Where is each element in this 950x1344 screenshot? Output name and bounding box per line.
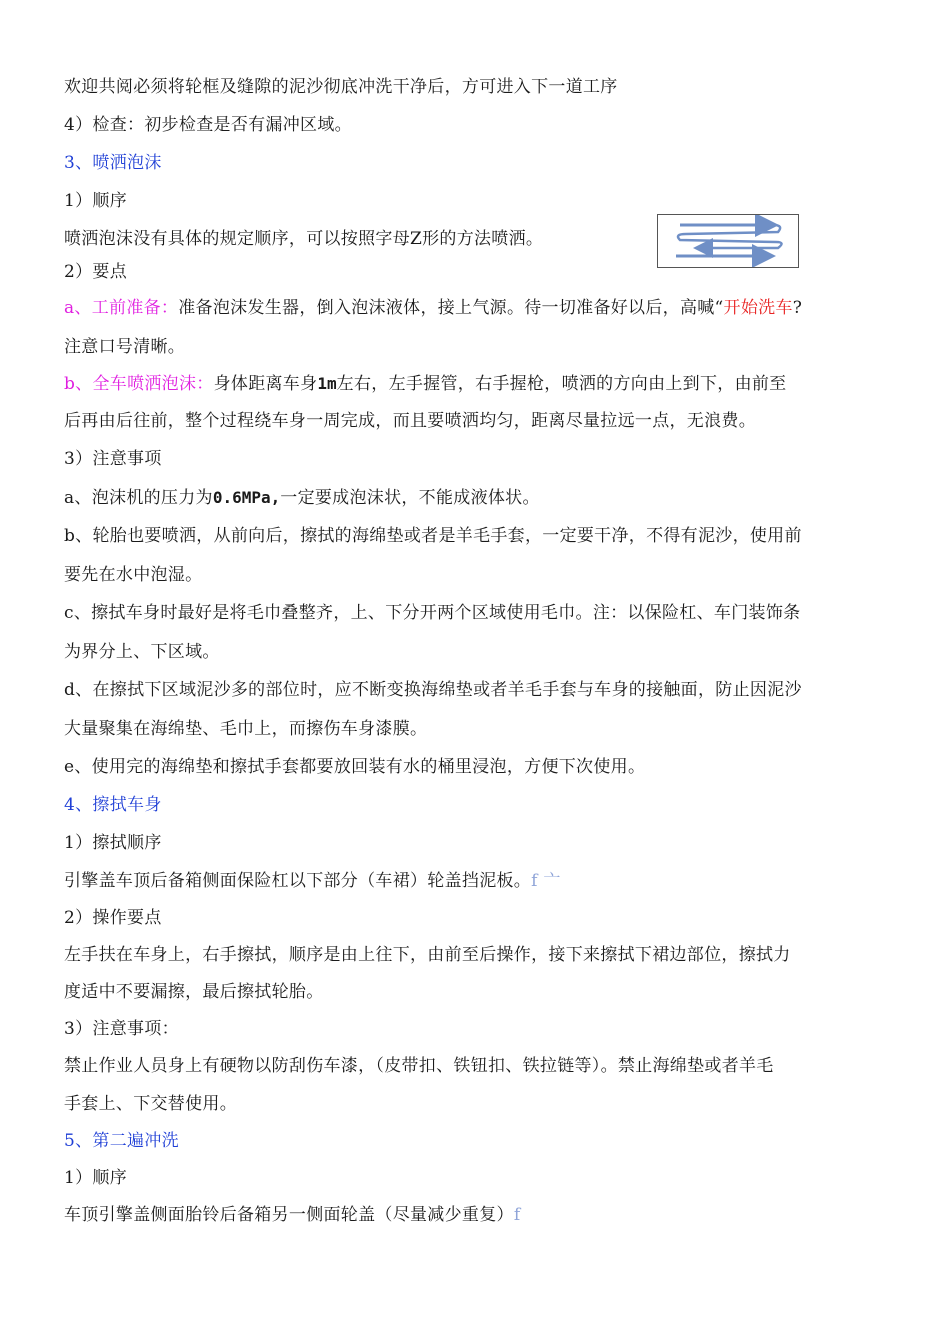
item-text: 准备泡沫发生器，倒入泡沫液体，接上气源。待一切准备好以后，高喊“ <box>178 298 724 318</box>
item-value: 0.6MPa, <box>212 488 281 507</box>
paragraph-line: e、使用完的海绵垫和擦拭手套都要放回装有水的桶里浸泡，方便下次使用。 <box>64 757 646 777</box>
item-text: a、泡沫机的压力为 <box>64 488 213 508</box>
item-text: 身体距离车身 <box>213 374 318 394</box>
faint-mark: f 亠 <box>531 871 561 891</box>
item-text-end: ? <box>792 298 803 318</box>
z-pattern-diagram <box>657 214 799 268</box>
paragraph-line <box>64 373 786 395</box>
paragraph-line: d、在擦拭下区域泥沙多的部位时，应不断变换海绵垫或者羊毛手套与车身的接触面，防止因泥沙 <box>64 680 802 700</box>
section-heading: 3、喷洒泡沫 <box>64 153 162 173</box>
paragraph-line: 大量聚集在海绵垫、毛巾上，而擦伤车身漆膜。 <box>64 719 428 739</box>
paragraph-line: 左手扶在车身上，右手擦拭，顺序是由上往下，由前至后操作，接下来擦拭下裙边部位，擦拭力 <box>64 945 791 965</box>
subheading: 1）顺序 <box>64 1168 128 1188</box>
subheading: 3）注意事项： <box>64 1019 179 1039</box>
item-label: b、全车喷洒泡沫： <box>64 374 214 394</box>
paragraph-line: 手套上、下交替使用。 <box>64 1094 237 1114</box>
paragraph-line: 后再由后往前，整个过程绕车身一周完成，而且要喷洒均匀，距离尽量拉远一点，无浪费。 <box>64 411 756 431</box>
paragraph-line <box>64 1204 520 1226</box>
paragraph-line <box>64 297 802 319</box>
paragraph-line: c、擦拭车身时最好是将毛巾叠整齐，上、下分开两个区域使用毛巾。注：以保险杠、车门装饰条 <box>64 603 801 623</box>
paragraph-line: 为界分上、下区域。 <box>64 642 220 662</box>
item-value: 1m <box>317 374 337 393</box>
item-label: a、工前准备： <box>64 298 179 318</box>
subheading: 1）顺序 <box>64 191 128 211</box>
item-text: 左右，左手握管，右手握枪，喷洒的方向由上到下，由前至 <box>336 374 787 394</box>
paragraph-line: 4）检查：初步检查是否有漏冲区域。 <box>64 115 352 135</box>
paragraph-line: b、轮胎也要喷洒，从前向后，擦拭的海绵垫或者是羊毛手套，一定要干净，不得有泥沙，使用前 <box>64 526 802 546</box>
emphasis-text: 开始洗车 <box>723 298 793 318</box>
subheading: 1）擦拭顺序 <box>64 833 162 853</box>
item-text: 引擎盖车顶后备箱侧面保险杠以下部分（车裙）轮盖挡泥板。 <box>64 871 532 891</box>
item-text: 一定要成泡沫状，不能成液体状。 <box>280 488 540 508</box>
faint-mark: f <box>513 1205 521 1225</box>
paragraph-line <box>64 870 561 892</box>
section-heading: 4、擦拭车身 <box>64 795 162 815</box>
paragraph-line: 欢迎共阅必须将轮框及缝隙的泥沙彻底冲洗干净后，方可进入下一道工序 <box>64 77 618 97</box>
paragraph-line: 度适中不要漏擦，最后擦拭轮胎。 <box>64 982 324 1002</box>
paragraph-line: 禁止作业人员身上有硬物以防刮伤车漆，（皮带扣、铁钮扣、铁拉链等）。禁止海绵垫或者羊毛 <box>64 1056 774 1076</box>
paragraph-line <box>64 487 540 509</box>
subheading: 2）要点 <box>64 262 128 282</box>
paragraph-line: 注意口号清晰。 <box>64 337 186 357</box>
paragraph-line: 要先在水中泡湿。 <box>64 565 203 585</box>
subheading: 2）操作要点 <box>64 908 162 928</box>
section-heading: 5、第二遍冲洗 <box>64 1131 179 1151</box>
z-pattern-arrows-icon <box>658 215 798 267</box>
subheading: 3）注意事项 <box>64 449 162 469</box>
item-text: 车顶引擎盖侧面胎铃后备箱另一侧面轮盖（尽量减少重复） <box>64 1205 514 1225</box>
paragraph-line: 喷洒泡沫没有具体的规定顺序，可以按照字母Z形的方法喷洒。 <box>64 229 544 249</box>
